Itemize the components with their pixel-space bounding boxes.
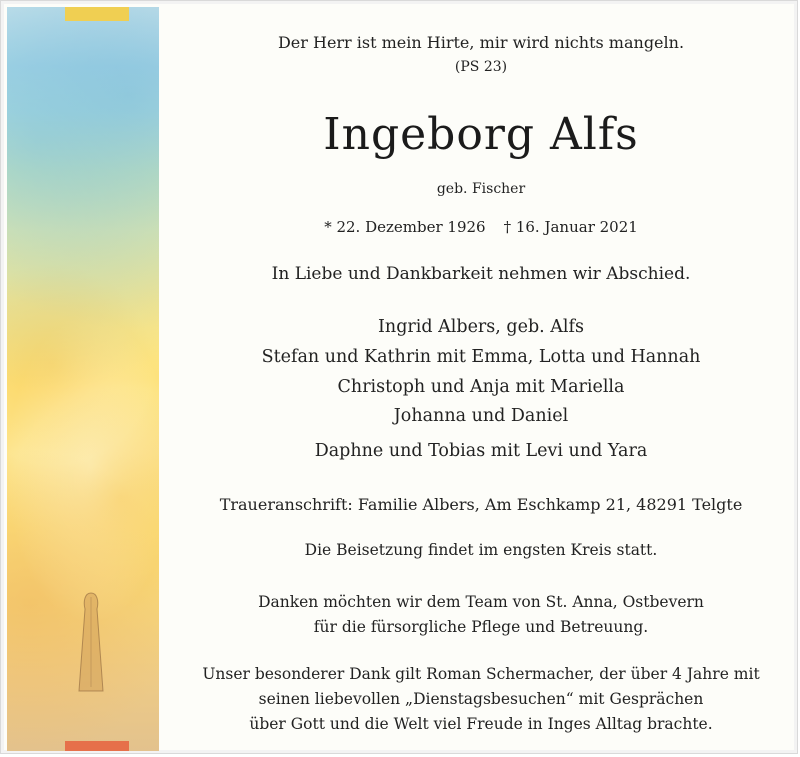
thanks-line: für die fürsorgliche Pflege und Betreuung. [313, 618, 649, 636]
birth-date: * 22. Dezember 1926 [324, 218, 486, 236]
special-thanks-line: über Gott und die Welt viel Freude in Inges Alltag brachte. [249, 715, 713, 733]
decorative-strip-bottom [65, 741, 129, 751]
life-dates [171, 218, 791, 236]
death-date: † 16. Januar 2021 [503, 218, 638, 236]
farewell-text: In Liebe und Dankbarkeit nehmen wir Abschied. [271, 264, 691, 284]
burial-notice: Die Beisetzung findet im engsten Kreis statt. [304, 541, 658, 559]
birth-name: geb. Fischer [436, 181, 526, 197]
deceased-name: Ingeborg Alfs [323, 109, 639, 160]
mourner-line: Johanna und Daniel [393, 406, 569, 426]
mourner-line: Ingrid Albers, geb. Alfs [378, 317, 584, 337]
special-thanks-line: Unser besonderer Dank gilt Roman Schermacher, der über 4 Jahre mit [202, 665, 760, 683]
decorative-strip-top [65, 7, 129, 21]
watercolor-illustration [7, 7, 159, 751]
mourner-line: Stefan und Kathrin mit Emma, Lotta und Hannah [261, 347, 701, 367]
thanks-line: Danken möchten wir dem Team von St. Anna, Ostbevern [258, 593, 704, 611]
obituary-text [171, 1, 791, 757]
figure-silhouette-icon [71, 587, 111, 697]
psalm-reference: (PS 23) [454, 59, 508, 75]
mourner-line: Daphne und Tobias mit Levi und Yara [314, 441, 648, 461]
special-thanks-line: seinen liebevollen „Dienstagsbesuchen“ mit Gesprächen [258, 690, 704, 708]
mourning-address: Traueranschrift: Familie Albers, Am Eschkamp 21, 48291 Telgte [219, 495, 743, 514]
psalm-quote: Der Herr ist mein Hirte, mir wird nichts mangeln. [277, 33, 685, 52]
mourner-line: Christoph und Anja mit Mariella [337, 377, 625, 397]
